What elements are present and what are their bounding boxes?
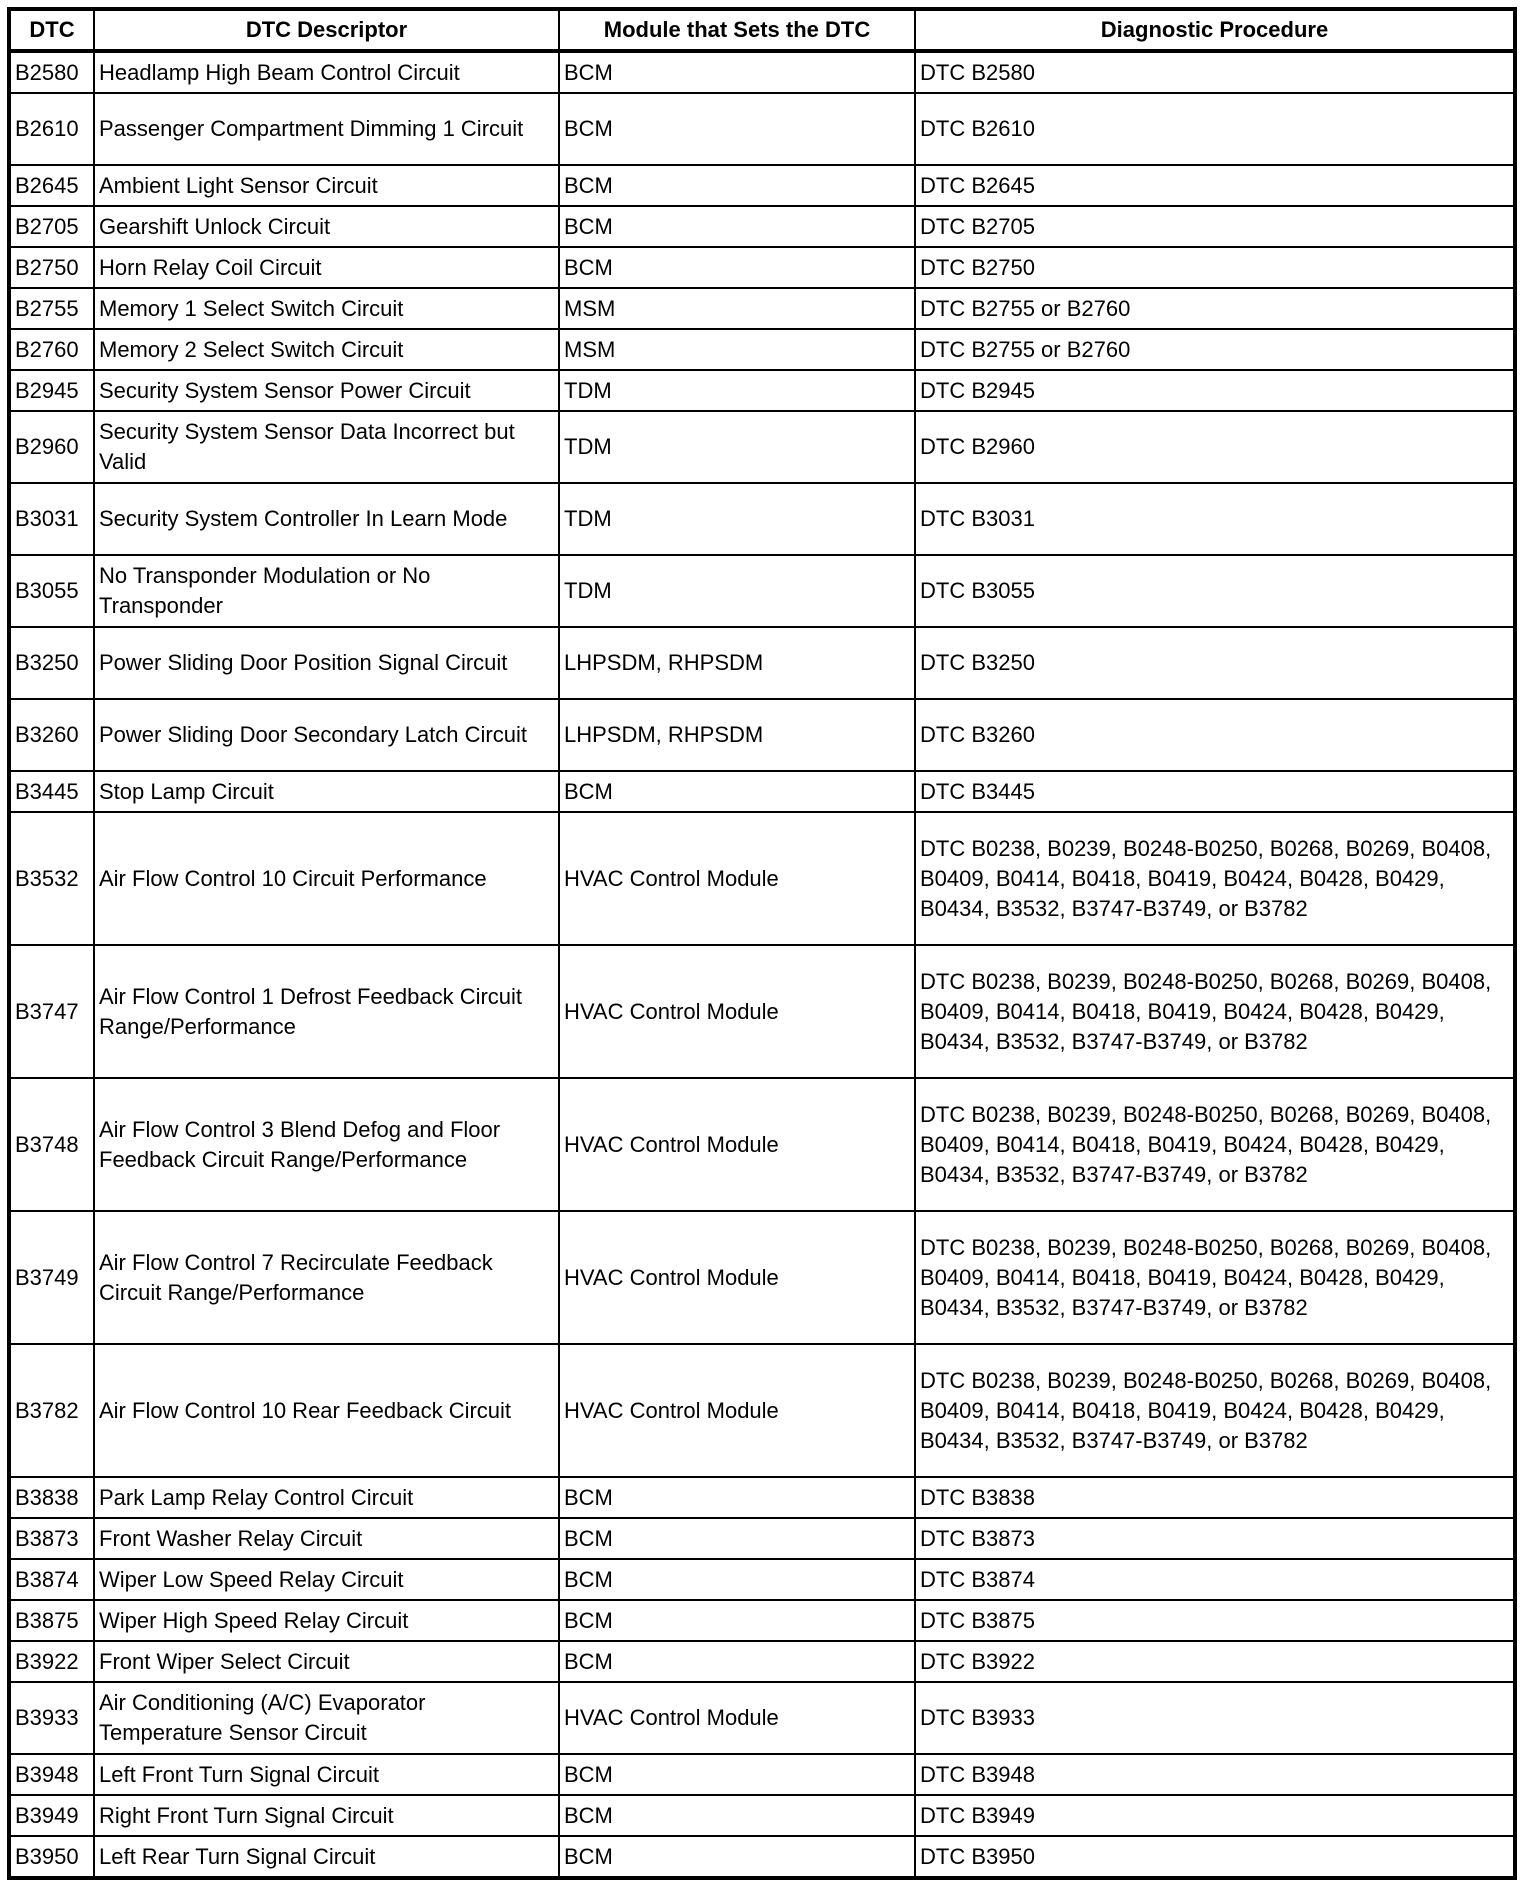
table-row	[9, 288, 1515, 329]
module-cell: BCM	[559, 247, 915, 288]
table-row	[9, 1518, 1515, 1559]
dtc-descriptor-cell: Memory 1 Select Switch Circuit	[94, 288, 559, 329]
procedure-cell: DTC B3031	[915, 483, 1515, 555]
dtc-code-cell: B2960	[9, 411, 94, 483]
procedure-cell: DTC B3949	[915, 1795, 1515, 1836]
dtc-code-cell: B3747	[9, 945, 94, 1078]
dtc-code-cell: B3031	[9, 483, 94, 555]
dtc-descriptor-cell: Park Lamp Relay Control Circuit	[94, 1477, 559, 1518]
table-row	[9, 483, 1515, 555]
procedure-cell: DTC B3873	[915, 1518, 1515, 1559]
table-row	[9, 411, 1515, 483]
module-cell: BCM	[559, 1795, 915, 1836]
dtc-table	[7, 7, 1517, 1880]
dtc-code-cell: B3749	[9, 1211, 94, 1344]
dtc-descriptor-cell: Left Rear Turn Signal Circuit	[94, 1836, 559, 1878]
dtc-descriptor-cell: Stop Lamp Circuit	[94, 771, 559, 812]
dtc-code-cell: B3782	[9, 1344, 94, 1477]
dtc-code-cell: B3948	[9, 1754, 94, 1795]
module-cell: LHPSDM, RHPSDM	[559, 627, 915, 699]
dtc-descriptor-cell: Security System Controller In Learn Mode	[94, 483, 559, 555]
dtc-code-cell: B3922	[9, 1641, 94, 1682]
procedure-cell: DTC B3874	[915, 1559, 1515, 1600]
header-row	[9, 9, 1515, 51]
module-cell: BCM	[559, 165, 915, 206]
procedure-cell: DTC B2750	[915, 247, 1515, 288]
procedure-cell: DTC B3922	[915, 1641, 1515, 1682]
dtc-code-cell: B2580	[9, 51, 94, 93]
dtc-descriptor-cell: Right Front Turn Signal Circuit	[94, 1795, 559, 1836]
table-row	[9, 1836, 1515, 1878]
dtc-descriptor-cell: Left Front Turn Signal Circuit	[94, 1754, 559, 1795]
dtc-descriptor-cell: Air Flow Control 10 Circuit Performance	[94, 812, 559, 945]
dtc-descriptor-cell: Power Sliding Door Position Signal Circuit	[94, 627, 559, 699]
module-cell: BCM	[559, 93, 915, 165]
dtc-code-cell: B3260	[9, 699, 94, 771]
dtc-descriptor-cell: No Transponder Modulation or No Transponder	[94, 555, 559, 627]
table-row	[9, 1641, 1515, 1682]
table-row	[9, 812, 1515, 945]
module-cell: HVAC Control Module	[559, 1344, 915, 1477]
module-cell: BCM	[559, 51, 915, 93]
dtc-code-cell: B3873	[9, 1518, 94, 1559]
procedure-cell: DTC B3948	[915, 1754, 1515, 1795]
procedure-cell: DTC B3875	[915, 1600, 1515, 1641]
module-cell: HVAC Control Module	[559, 1078, 915, 1211]
dtc-descriptor-cell: Air Flow Control 3 Blend Defog and Floor Feedback Circuit Range/Performance	[94, 1078, 559, 1211]
module-cell: BCM	[559, 1836, 915, 1878]
procedure-cell: DTC B3055	[915, 555, 1515, 627]
module-cell: TDM	[559, 555, 915, 627]
dtc-descriptor-cell: Wiper High Speed Relay Circuit	[94, 1600, 559, 1641]
dtc-code-cell: B3532	[9, 812, 94, 945]
dtc-descriptor-cell: Air Flow Control 7 Recirculate Feedback Circuit Range/Performance	[94, 1211, 559, 1344]
table-row	[9, 1344, 1515, 1477]
header-dtc: DTC	[9, 9, 94, 51]
table-row	[9, 247, 1515, 288]
module-cell: HVAC Control Module	[559, 1211, 915, 1344]
dtc-code-cell: B3838	[9, 1477, 94, 1518]
table-row	[9, 1754, 1515, 1795]
table-row	[9, 206, 1515, 247]
table-row	[9, 627, 1515, 699]
dtc-code-cell: B2705	[9, 206, 94, 247]
module-cell: HVAC Control Module	[559, 1682, 915, 1754]
module-cell: MSM	[559, 288, 915, 329]
dtc-code-cell: B2610	[9, 93, 94, 165]
dtc-code-cell: B2755	[9, 288, 94, 329]
procedure-cell: DTC B2580	[915, 51, 1515, 93]
procedure-cell: DTC B0238, B0239, B0248-B0250, B0268, B0269, B0408, B0409, B0414, B0418, B0419, B0424, B0428, B0429, B0434, B3532, B3747-B3749, or B3782	[915, 812, 1515, 945]
procedure-cell: DTC B2705	[915, 206, 1515, 247]
dtc-code-cell: B3950	[9, 1836, 94, 1878]
dtc-code-cell: B3933	[9, 1682, 94, 1754]
module-cell: HVAC Control Module	[559, 812, 915, 945]
procedure-cell: DTC B3445	[915, 771, 1515, 812]
table-row	[9, 771, 1515, 812]
dtc-code-cell: B2760	[9, 329, 94, 370]
procedure-cell: DTC B2645	[915, 165, 1515, 206]
table-row	[9, 165, 1515, 206]
table-row	[9, 699, 1515, 771]
dtc-descriptor-cell: Horn Relay Coil Circuit	[94, 247, 559, 288]
table-row	[9, 555, 1515, 627]
module-cell: LHPSDM, RHPSDM	[559, 699, 915, 771]
table-body	[9, 51, 1515, 1878]
dtc-descriptor-cell: Wiper Low Speed Relay Circuit	[94, 1559, 559, 1600]
dtc-descriptor-cell: Security System Sensor Power Circuit	[94, 370, 559, 411]
dtc-descriptor-cell: Air Flow Control 10 Rear Feedback Circuit	[94, 1344, 559, 1477]
dtc-descriptor-cell: Front Washer Relay Circuit	[94, 1518, 559, 1559]
dtc-code-cell: B3874	[9, 1559, 94, 1600]
dtc-code-cell: B3055	[9, 555, 94, 627]
procedure-cell: DTC B0238, B0239, B0248-B0250, B0268, B0269, B0408, B0409, B0414, B0418, B0419, B0424, B0428, B0429, B0434, B3532, B3747-B3749, or B3782	[915, 945, 1515, 1078]
table-row	[9, 51, 1515, 93]
dtc-descriptor-cell: Power Sliding Door Secondary Latch Circuit	[94, 699, 559, 771]
module-cell: BCM	[559, 1518, 915, 1559]
module-cell: BCM	[559, 1600, 915, 1641]
dtc-descriptor-cell: Gearshift Unlock Circuit	[94, 206, 559, 247]
procedure-cell: DTC B3933	[915, 1682, 1515, 1754]
dtc-descriptor-cell: Ambient Light Sensor Circuit	[94, 165, 559, 206]
procedure-cell: DTC B3950	[915, 1836, 1515, 1878]
module-cell: HVAC Control Module	[559, 945, 915, 1078]
table-row	[9, 329, 1515, 370]
dtc-code-cell: B3875	[9, 1600, 94, 1641]
table-row	[9, 945, 1515, 1078]
dtc-code-cell: B2750	[9, 247, 94, 288]
module-cell: TDM	[559, 370, 915, 411]
dtc-code-cell: B3250	[9, 627, 94, 699]
procedure-cell: DTC B3838	[915, 1477, 1515, 1518]
procedure-cell: DTC B3260	[915, 699, 1515, 771]
dtc-descriptor-cell: Passenger Compartment Dimming 1 Circuit	[94, 93, 559, 165]
procedure-cell: DTC B3250	[915, 627, 1515, 699]
dtc-descriptor-cell: Front Wiper Select Circuit	[94, 1641, 559, 1682]
module-cell: BCM	[559, 206, 915, 247]
dtc-descriptor-cell: Air Conditioning (A/C) Evaporator Temperature Sensor Circuit	[94, 1682, 559, 1754]
table-row	[9, 1477, 1515, 1518]
module-cell: BCM	[559, 1754, 915, 1795]
procedure-cell: DTC B2945	[915, 370, 1515, 411]
module-cell: BCM	[559, 1477, 915, 1518]
module-cell: BCM	[559, 771, 915, 812]
dtc-descriptor-cell: Air Flow Control 1 Defrost Feedback Circuit Range/Performance	[94, 945, 559, 1078]
dtc-descriptor-cell: Security System Sensor Data Incorrect but Valid	[94, 411, 559, 483]
header-module: Module that Sets the DTC	[559, 9, 915, 51]
table-row	[9, 1078, 1515, 1211]
table-row	[9, 1682, 1515, 1754]
table-row	[9, 1600, 1515, 1641]
header-descriptor: DTC Descriptor	[94, 9, 559, 51]
procedure-cell: DTC B2755 or B2760	[915, 288, 1515, 329]
dtc-code-cell: B3748	[9, 1078, 94, 1211]
table-row	[9, 1211, 1515, 1344]
module-cell: BCM	[559, 1641, 915, 1682]
procedure-cell: DTC B0238, B0239, B0248-B0250, B0268, B0269, B0408, B0409, B0414, B0418, B0419, B0424, B0428, B0429, B0434, B3532, B3747-B3749, or B3782	[915, 1211, 1515, 1344]
procedure-cell: DTC B0238, B0239, B0248-B0250, B0268, B0269, B0408, B0409, B0414, B0418, B0419, B0424, B0428, B0429, B0434, B3532, B3747-B3749, or B3782	[915, 1078, 1515, 1211]
module-cell: BCM	[559, 1559, 915, 1600]
dtc-code-cell: B2645	[9, 165, 94, 206]
dtc-code-cell: B3949	[9, 1795, 94, 1836]
dtc-code-cell: B2945	[9, 370, 94, 411]
dtc-descriptor-cell: Headlamp High Beam Control Circuit	[94, 51, 559, 93]
procedure-cell: DTC B2960	[915, 411, 1515, 483]
table-row	[9, 1559, 1515, 1600]
dtc-descriptor-cell: Memory 2 Select Switch Circuit	[94, 329, 559, 370]
procedure-cell: DTC B2755 or B2760	[915, 329, 1515, 370]
procedure-cell: DTC B0238, B0239, B0248-B0250, B0268, B0269, B0408, B0409, B0414, B0418, B0419, B0424, B0428, B0429, B0434, B3532, B3747-B3749, or B3782	[915, 1344, 1515, 1477]
module-cell: TDM	[559, 483, 915, 555]
procedure-cell: DTC B2610	[915, 93, 1515, 165]
table-row	[9, 1795, 1515, 1836]
table-row	[9, 370, 1515, 411]
module-cell: TDM	[559, 411, 915, 483]
header-procedure: Diagnostic Procedure	[915, 9, 1515, 51]
dtc-code-cell: B3445	[9, 771, 94, 812]
module-cell: MSM	[559, 329, 915, 370]
table-row	[9, 93, 1515, 165]
